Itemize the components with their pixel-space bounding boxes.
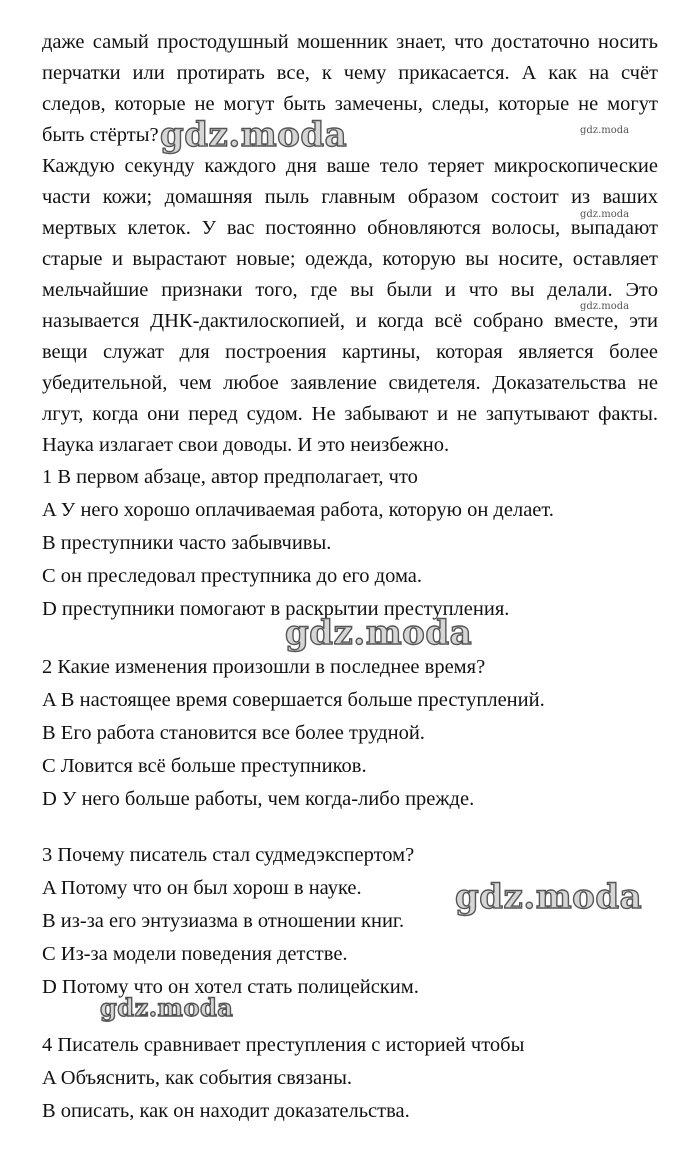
paragraph-line: мертвых клеток. У вас постоянно обновляются волосы, выпадают <box>42 217 658 239</box>
watermark-small: gdz.moda <box>580 301 630 312</box>
paragraph-line: следов, которые не могут быть замечены, следы, которые не могут <box>42 93 658 115</box>
paragraph-line: перчатки или протирать все, к чему прикасается. А как на счёт <box>42 62 658 84</box>
paragraph-line: Каждую секунду каждого дня ваше тело теряет микроскопические <box>42 155 658 177</box>
question-1-option-b: B преступники часто забывчивы. <box>42 532 332 554</box>
watermark-logo: gdz.moda <box>100 993 234 1022</box>
question-1-option-d: D преступники помогают в раскрытии преступления. <box>42 598 510 620</box>
question-2-text: 2 Какие изменения произошли в последнее время? <box>42 656 486 678</box>
question-4-text: 4 Писатель сравнивает преступления с историей чтобы <box>42 1034 525 1056</box>
paragraph-line: части кожи; домашняя пыль главным образом состоит из ваших <box>42 186 658 208</box>
watermark-small: gdz.moda <box>580 209 630 220</box>
question-2-option-a: A В настоящее время совершается больше преступлений. <box>42 689 545 711</box>
paragraph-line: лгут, когда они перед судом. Не забывают и не запутывают факты. <box>42 403 658 425</box>
question-1-text: 1 В первом абзаце, автор предполагает, что <box>42 466 418 488</box>
question-3-text: 3 Почему писатель стал судмедэкспертом? <box>42 844 415 866</box>
paragraph-line: Наука излагает свои доводы. И это неизбежно. <box>42 434 450 456</box>
paragraph-line: быть стёрты? <box>42 124 159 146</box>
question-3-option-d: D Потому что он хотел стать полицейским. <box>42 976 419 998</box>
paragraph-line: мельчайшие признаки того, где вы были и что вы делали. Это <box>42 279 658 301</box>
question-3-option-c: C Из-за модели поведения детстве. <box>42 943 348 965</box>
question-1-option-c: C он преследовал преступника до его дома. <box>42 565 423 587</box>
paragraph-line: называется ДНК-дактилоскопией, и когда всё собрано вместе, эти <box>42 310 658 332</box>
paragraph-line: вещи служат для построения картины, которая является более <box>42 341 658 363</box>
question-3-option-b: B из-за его энтузиазма в отношении книг. <box>42 910 405 932</box>
watermark-logo: gdz.moda <box>285 613 473 653</box>
question-3-option-a: A Потому что он был хорош в науке. <box>42 877 362 899</box>
question-1-option-a: A У него хорошо оплачиваемая работа, которую он делает. <box>42 499 554 521</box>
question-2-option-d: D У него больше работы, чем когда-либо прежде. <box>42 788 475 810</box>
watermark-logo: gdz.moda <box>160 115 348 155</box>
paragraph-line: даже самый простодушный мошенник знает, что достаточно носить <box>42 31 658 53</box>
paragraph-line: старые и вырастают новые; одежда, которую вы носите, оставляет <box>42 248 658 270</box>
watermark-logo: gdz.moda <box>455 877 643 917</box>
question-4-option-a: A Объяснить, как события связаны. <box>42 1067 353 1089</box>
paragraph-line: убедительной, чем любое заявление свидетеля. Доказательства не <box>42 372 658 394</box>
question-4-option-b: B описать, как он находит доказательства. <box>42 1100 410 1122</box>
question-2-option-c: C Ловится всё больше преступников. <box>42 755 367 777</box>
watermark-small: gdz.moda <box>580 125 630 136</box>
question-2-option-b: B Его работа становится все более трудной. <box>42 722 425 744</box>
